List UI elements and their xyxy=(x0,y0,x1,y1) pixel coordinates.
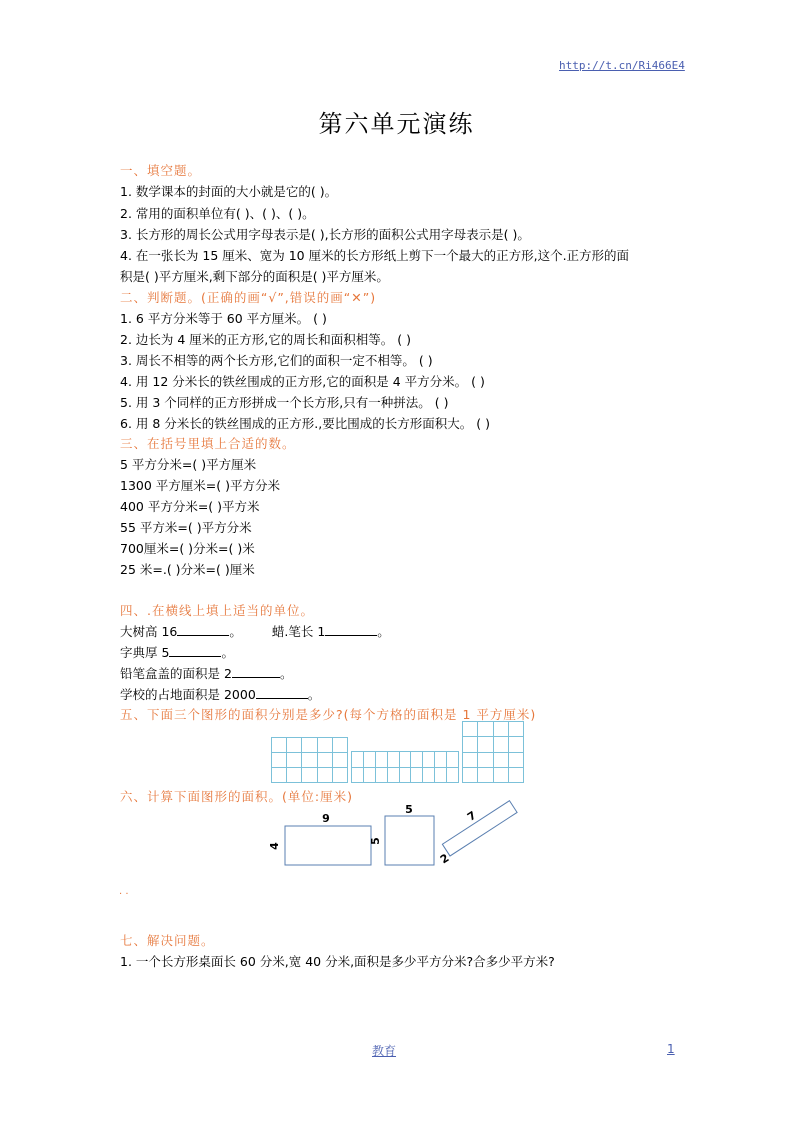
grid-cell xyxy=(435,752,447,768)
s4-pencilbox-blank[interactable] xyxy=(232,665,280,678)
square-side2-label: 5 xyxy=(369,837,382,845)
grid-cell xyxy=(376,768,388,784)
grid-cell xyxy=(447,768,459,784)
stray-dots: . . xyxy=(119,886,129,897)
grid-cell xyxy=(423,752,435,768)
s3-item-5: 700厘米=( )分米=( )米 xyxy=(120,541,255,556)
grid-cell xyxy=(287,738,302,753)
grid-cell xyxy=(352,768,364,784)
s3-item-3: 400 平方分米=( )平方米 xyxy=(120,499,260,514)
grid-shape-1 xyxy=(271,737,348,783)
section6-heading: 六、计算下面图形的面积。(单位:厘米) xyxy=(120,789,353,804)
s1-item-3: 3. 长方形的周长公式用字母表示是( ),长方形的面积公式用字母表示是( )。 xyxy=(120,227,530,242)
grid-cell xyxy=(423,768,435,784)
s2-item-3: 3. 周长不相等的两个长方形,它们的面积一定不相等。 ( ) xyxy=(120,353,433,368)
square-shape xyxy=(385,816,434,865)
grid-cell xyxy=(463,768,478,783)
grid-cell xyxy=(333,738,348,753)
section4-heading: 四、.在横线上填上适当的单位。 xyxy=(120,603,314,618)
grid-cell xyxy=(302,738,317,753)
grid-cell xyxy=(364,768,376,784)
grid-cell xyxy=(272,768,287,783)
rect-shape xyxy=(285,826,371,865)
s4-dictionary-end: 。 xyxy=(221,645,234,660)
grid-cell xyxy=(494,768,509,783)
grid-cell xyxy=(388,752,400,768)
rect-width-label: 4 xyxy=(268,842,281,850)
grid-cell xyxy=(463,722,478,737)
grid-cell xyxy=(509,737,524,752)
s2-item-2: 2. 边长为 4 厘米的正方形,它的周长和面积相等。 ( ) xyxy=(120,332,411,347)
s2-item-5: 5. 用 3 个同样的正方形拼成一个长方形,只有一种拼法。 ( ) xyxy=(120,395,449,410)
section6-figures xyxy=(265,800,535,875)
grid-cell xyxy=(435,768,447,784)
grid-cell xyxy=(272,738,287,753)
s4-crayon-blank[interactable] xyxy=(325,623,377,636)
tilted-rect xyxy=(427,800,521,866)
s2-item-1: 1. 6 平方分米等于 60 平方厘米。 ( ) xyxy=(120,311,327,326)
s4-dictionary-label: 字典厚 5 xyxy=(120,645,170,660)
grid-cell xyxy=(376,752,388,768)
grid-cell xyxy=(302,768,317,783)
grid-cell xyxy=(494,737,509,752)
grid-cell xyxy=(463,753,478,768)
tilted-length-label: 7 xyxy=(465,808,479,824)
grid-cell xyxy=(287,768,302,783)
s4-pencilbox-label: 铅笔盒盖的面积是 2 xyxy=(120,666,232,681)
grid-cell xyxy=(494,722,509,737)
s4-tree-blank[interactable] xyxy=(177,623,229,636)
s4-line-3 xyxy=(120,664,292,682)
page-number: 1 xyxy=(667,1042,675,1056)
footer-link[interactable]: 教育 xyxy=(372,1044,397,1058)
grid-cell xyxy=(333,753,348,768)
s3-item-2: 1300 平方厘米=( )平方分米 xyxy=(120,478,280,493)
grid-cell xyxy=(509,768,524,783)
grid-cell xyxy=(318,768,333,783)
s7-item-1: 1. 一个长方形桌面长 60 分米,宽 40 分米,面积是多少平方分米?合多少平方米? xyxy=(120,954,555,969)
page-title: 第六单元演练 xyxy=(318,110,475,138)
grid-cell xyxy=(478,737,493,752)
grid-cell xyxy=(318,753,333,768)
s1-item-4: 4. 在一张长为 15 厘米、宽为 10 厘米的长方形纸上剪下一个最大的正方形,这个.正方形的面 xyxy=(120,248,630,263)
rect-length-label: 9 xyxy=(322,812,330,825)
s3-item-6: 25 米=.( )分米=( )厘米 xyxy=(120,562,255,577)
grid-cell xyxy=(333,768,348,783)
section1-heading: 一、填空题。 xyxy=(120,163,202,178)
s4-pencilbox-end: 。 xyxy=(279,666,293,681)
s3-item-1: 5 平方分米=( )平方厘米 xyxy=(120,457,257,472)
grid-cell xyxy=(287,753,302,768)
grid-cell xyxy=(509,722,524,737)
s1-item-2: 2. 常用的面积单位有( )、( )、( )。 xyxy=(120,206,315,221)
s4-dictionary-blank[interactable] xyxy=(169,644,221,657)
header-url[interactable]: http://t.cn/Ri466E4 xyxy=(559,59,685,72)
grid-cell xyxy=(400,768,412,784)
s2-item-6: 6. 用 8 分米长的铁丝围成的正方形.,要比围成的长方形面积大。 ( ) xyxy=(120,416,490,431)
grid-cell xyxy=(494,753,509,768)
s4-school-label: 学校的占地面积是 2000 xyxy=(120,687,256,702)
s4-crayon-label: 蜡.笔长 1 xyxy=(271,624,326,639)
grid-cell xyxy=(447,752,459,768)
s1-item-4-cont: 积是( )平方厘米,剩下部分的面积是( )平方厘米。 xyxy=(120,269,389,284)
grid-shape-2 xyxy=(351,751,459,783)
s1-item-1: 1. 数学课本的封面的大小就是它的( )。 xyxy=(120,184,338,199)
section3-heading: 三、在括号里填上合适的数。 xyxy=(120,436,296,451)
grid-cell xyxy=(302,753,317,768)
grid-cell xyxy=(411,768,423,784)
square-side-label: 5 xyxy=(405,803,413,816)
grid-cell xyxy=(463,737,478,752)
section2-heading: 二、判断题。(正确的画“√”,错误的画“✕”) xyxy=(120,290,377,305)
tilted-rect-shape xyxy=(442,801,517,856)
grid-cell xyxy=(478,753,493,768)
s4-line-1 xyxy=(120,622,390,640)
s4-line-2 xyxy=(120,643,234,661)
grid-cell xyxy=(352,752,364,768)
s4-crayon-end: 。 xyxy=(377,624,390,639)
grid-cell xyxy=(272,753,287,768)
grid-shape-3 xyxy=(462,721,524,783)
grid-cell xyxy=(364,752,376,768)
grid-cell xyxy=(318,738,333,753)
s3-item-4: 55 平方米=( )平方分米 xyxy=(120,520,252,535)
s4-line-4 xyxy=(120,685,320,703)
tilted-width-label: 2 xyxy=(437,851,452,867)
grid-cell xyxy=(388,768,400,784)
grid-cell xyxy=(411,752,423,768)
s4-school-blank[interactable] xyxy=(256,686,308,699)
s4-school-end: 。 xyxy=(307,687,321,702)
grid-cell xyxy=(478,722,493,737)
s4-tree-end: 。 xyxy=(229,624,242,639)
grid-cell xyxy=(400,752,412,768)
s4-tree-label: 大树高 16 xyxy=(120,624,178,639)
grid-cell xyxy=(478,768,493,783)
section7-heading: 七、解决问题。 xyxy=(120,933,215,948)
s2-item-4: 4. 用 12 分米长的铁丝围成的正方形,它的面积是 4 平方分米。 ( ) xyxy=(120,374,485,389)
section5-heading: 五、下面三个图形的面积分别是多少?(每个方格的面积是 1 平方厘米) xyxy=(120,707,537,722)
grid-cell xyxy=(509,753,524,768)
